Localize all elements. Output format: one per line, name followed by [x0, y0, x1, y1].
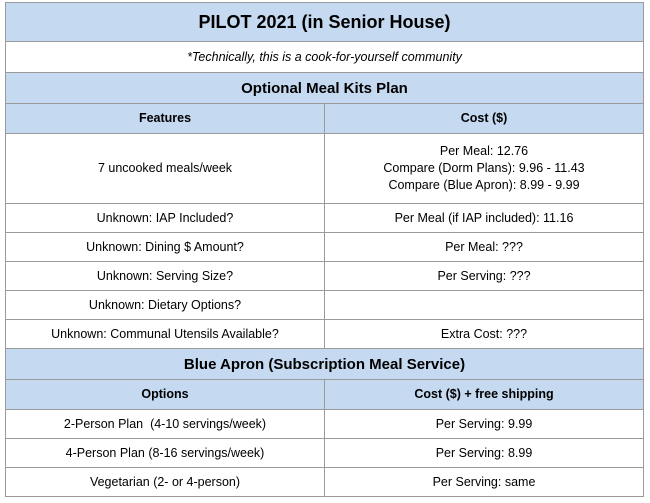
cost-column-header: Cost ($)	[325, 104, 644, 134]
table-row	[6, 262, 644, 291]
option-cell: 4-Person Plan (8-16 servings/week)	[6, 439, 325, 468]
cost-cell: Per Serving: ???	[325, 262, 644, 291]
option-cell: Vegetarian (2- or 4-person)	[6, 468, 325, 497]
features-column-header: Features	[6, 104, 325, 134]
table-row	[6, 439, 644, 468]
cost-cell: Per Meal (if IAP included): 11.16	[325, 204, 644, 233]
cost-line: Compare (Blue Apron): 8.99 - 9.99	[388, 178, 580, 192]
cost-shipping-column-header: Cost ($) + free shipping	[325, 380, 644, 410]
title-row	[6, 3, 644, 42]
pilot-table-container	[5, 2, 643, 497]
table-row	[6, 320, 644, 349]
cost-cell	[325, 134, 644, 204]
table-row	[6, 291, 644, 320]
cost-line: Compare (Dorm Plans): 9.96 - 11.43	[383, 161, 585, 175]
table-row	[6, 468, 644, 497]
blue-apron-section-row	[6, 349, 644, 380]
feature-cell: Unknown: Dietary Options?	[6, 291, 325, 320]
cost-cell: Per Meal: ???	[325, 233, 644, 262]
blue-apron-header-row	[6, 380, 644, 410]
cost-cell: Per Serving: same	[325, 468, 644, 497]
feature-cell: Unknown: Dining $ Amount?	[6, 233, 325, 262]
feature-cell: Unknown: Serving Size?	[6, 262, 325, 291]
table-row	[6, 204, 644, 233]
table-row	[6, 410, 644, 439]
feature-cell: Unknown: Communal Utensils Available?	[6, 320, 325, 349]
pilot-comparison-table	[5, 2, 644, 497]
table-title: PILOT 2021 (in Senior House)	[6, 3, 644, 42]
cost-cell: Per Serving: 8.99	[325, 439, 644, 468]
subtitle-row	[6, 42, 644, 73]
cost-cell: Per Serving: 9.99	[325, 410, 644, 439]
meal-kits-section-row	[6, 73, 644, 104]
option-cell: 2-Person Plan (4-10 servings/week)	[6, 410, 325, 439]
table-subtitle: *Technically, this is a cook-for-yourself community	[6, 42, 644, 73]
table-row	[6, 233, 644, 262]
meal-kits-section-title: Optional Meal Kits Plan	[6, 73, 644, 104]
cost-cell	[325, 291, 644, 320]
table-row	[6, 134, 644, 204]
feature-cell: 7 uncooked meals/week	[6, 134, 325, 204]
cost-cell: Extra Cost: ???	[325, 320, 644, 349]
cost-line: Per Meal: 12.76	[439, 144, 529, 158]
meal-kits-header-row	[6, 104, 644, 134]
blue-apron-section-title: Blue Apron (Subscription Meal Service)	[6, 349, 644, 380]
options-column-header: Options	[6, 380, 325, 410]
feature-cell: Unknown: IAP Included?	[6, 204, 325, 233]
